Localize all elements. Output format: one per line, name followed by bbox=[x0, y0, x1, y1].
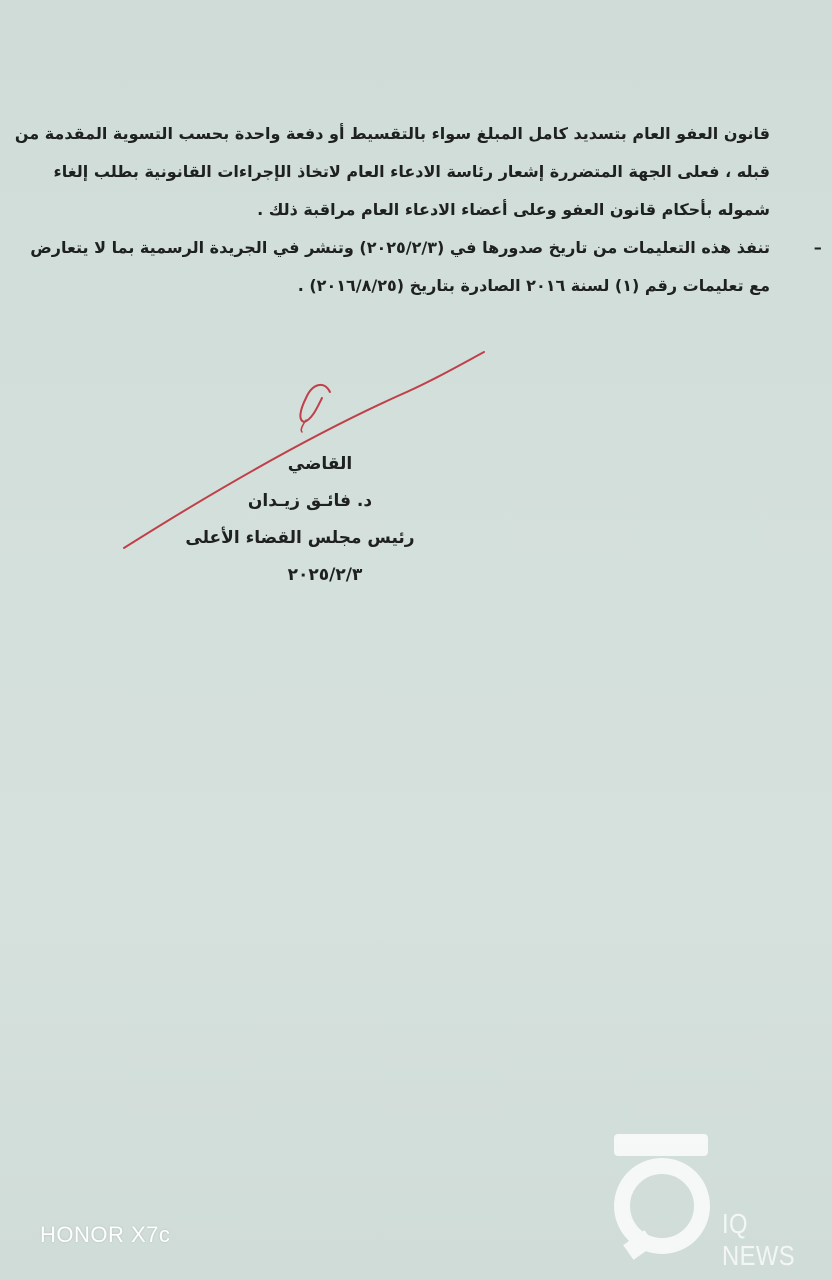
iq-news-logo-icon bbox=[614, 1134, 708, 1260]
bullet-item bbox=[30, 238, 822, 276]
bullet-line-2: مع تعليمات رقم (١) لسنة ٢٠١٦ الصادرة بتاريخ (٢٠١٦/٨/٢٥) . bbox=[297, 276, 770, 295]
camera-device-label: HONOR X7c bbox=[40, 1222, 171, 1247]
signature-date: ٢٠٢٥/٢/٣ bbox=[287, 565, 363, 585]
watermark-brand: IQ NEWS bbox=[722, 1208, 796, 1271]
body-text bbox=[14, 124, 822, 314]
paragraph-line-3: شموله بأحكام قانون العفو وعلى أعضاء الادعاء العام مراقبة ذلك . bbox=[257, 200, 770, 219]
paragraph-line-1: قانون العفو العام بتسديد كامل المبلغ سواء بالتقسيط أو دفعة واحدة بحسب التسوية المقدمة من bbox=[14, 124, 770, 143]
signatory-position: رئيس مجلس القضاء الأعلى bbox=[185, 528, 415, 548]
bullet-line-1: تنفذ هذه التعليمات من تاريخ صدورها في (٢٠٢٥/٢/٣) وتنشر في الجريدة الرسمية بما لا يتعارض bbox=[30, 238, 770, 257]
signature-block bbox=[180, 446, 420, 594]
paragraph-line-2: قبله ، فعلى الجهة المتضررة إشعار رئاسة الادعاء العام لاتخاذ الإجراءات القانونية بطلب إلغاء bbox=[53, 162, 770, 181]
signatory-name: د. فائـق زيـدان bbox=[247, 491, 373, 511]
bullet-dash: – bbox=[813, 238, 822, 257]
signatory-title: القاضي bbox=[287, 454, 353, 474]
